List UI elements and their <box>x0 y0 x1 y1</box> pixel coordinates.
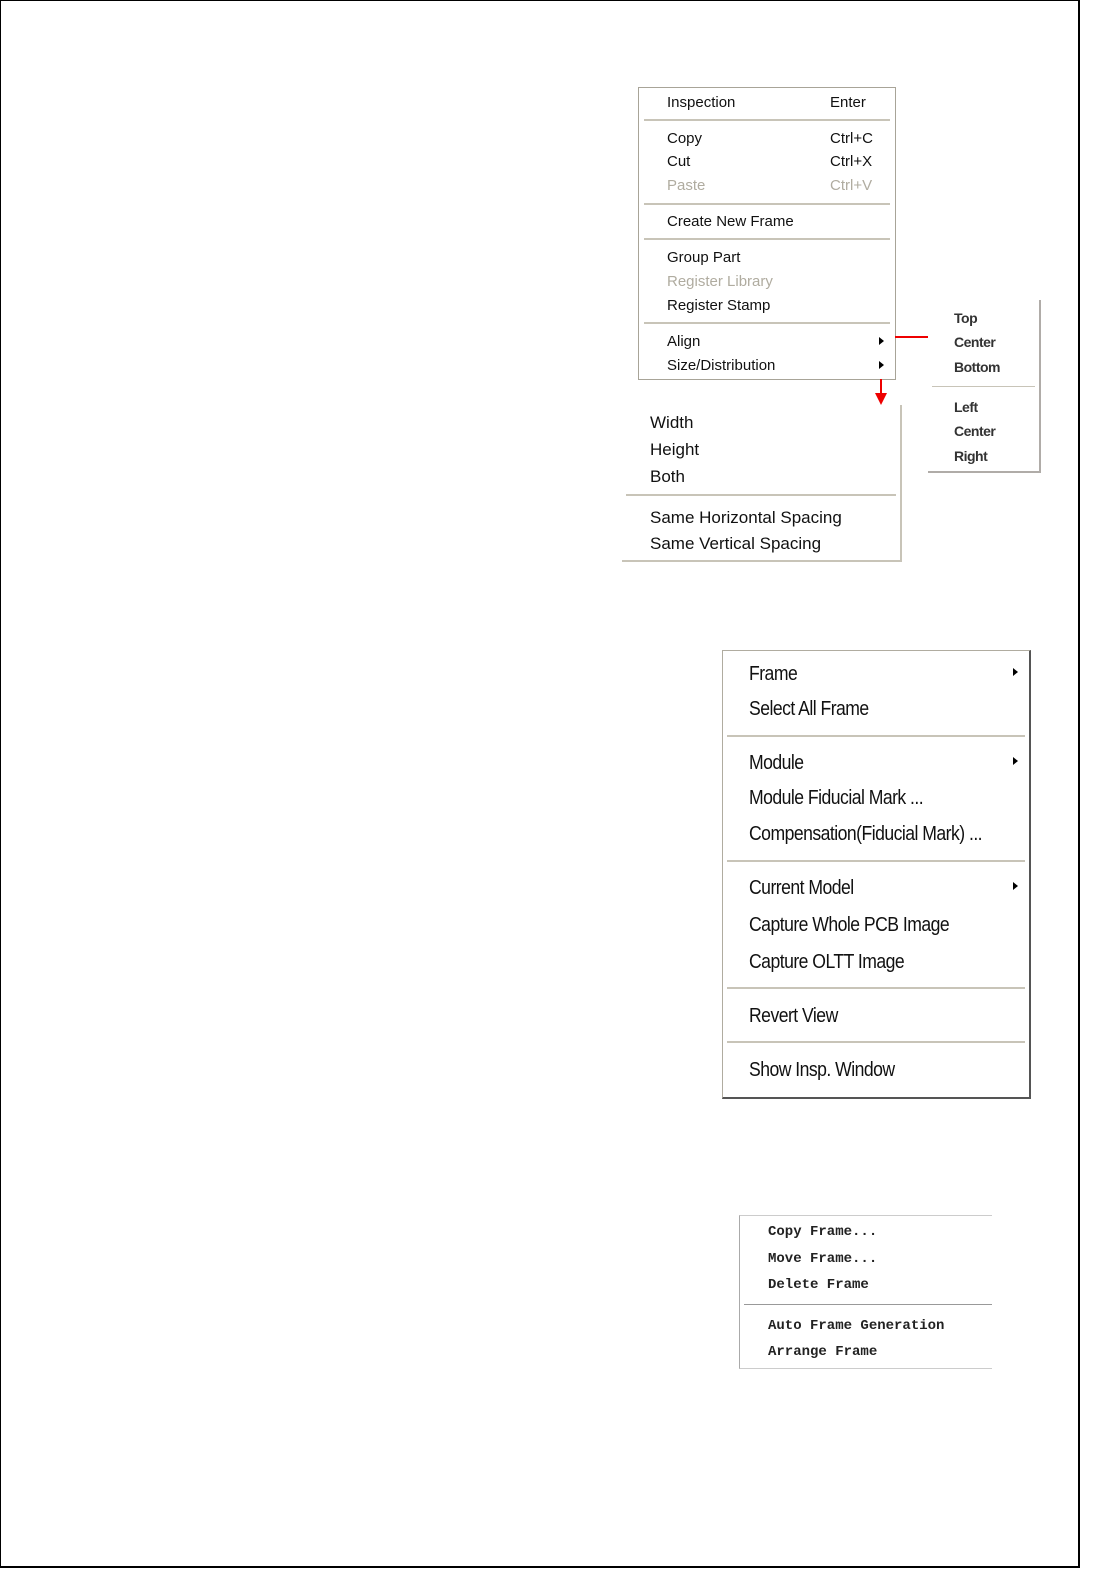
menu-item-top[interactable]: Top <box>954 310 978 326</box>
menu-item-move-frame[interactable]: Move Frame... <box>768 1251 878 1267</box>
size-distribution-submenu <box>622 405 902 562</box>
submenu-arrow-icon <box>1013 757 1018 765</box>
shortcut: Ctrl+C <box>830 130 873 147</box>
menu-item-right[interactable]: Right <box>954 448 988 464</box>
separator <box>932 386 1035 387</box>
menu-item-frame[interactable]: Frame <box>749 663 798 685</box>
menu-item-both[interactable]: Both <box>650 467 685 486</box>
menu-item-inspection[interactable]: Inspection <box>667 94 736 111</box>
separator <box>644 203 890 205</box>
red-arrow-down-icon <box>875 393 887 405</box>
menu-item-delete-frame[interactable]: Delete Frame <box>768 1277 869 1293</box>
submenu-arrow-icon <box>879 361 884 369</box>
separator <box>744 1304 992 1305</box>
menu-item-compensation[interactable]: Compensation(Fiducial Mark) ... <box>749 823 983 845</box>
menu-item-left[interactable]: Left <box>954 399 978 415</box>
frame-submenu <box>739 1215 992 1369</box>
separator <box>727 1041 1025 1043</box>
menu-item-cut[interactable]: Cut <box>667 153 691 170</box>
menu-item-module-fiducial-mark[interactable]: Module Fiducial Mark ... <box>749 787 924 809</box>
separator <box>644 322 890 324</box>
separator <box>727 735 1025 737</box>
shortcut: Enter <box>830 94 866 111</box>
menu-item-align[interactable]: Align <box>667 333 701 350</box>
menu-item-height[interactable]: Height <box>650 440 700 459</box>
menu-item-module[interactable]: Module <box>749 752 804 774</box>
view-menu <box>722 650 1031 1099</box>
shortcut: Ctrl+V <box>830 177 873 194</box>
menu-item-copy-frame[interactable]: Copy Frame... <box>768 1224 878 1240</box>
separator <box>727 987 1025 989</box>
menu-item-arrange-frame[interactable]: Arrange Frame <box>768 1344 878 1360</box>
menu-item-same-horizontal-spacing[interactable]: Same Horizontal Spacing <box>650 508 842 527</box>
menu-item-size-distribution[interactable]: Size/Distribution <box>667 357 776 374</box>
menu-item-auto-frame-generation[interactable]: Auto Frame Generation <box>768 1318 945 1334</box>
separator <box>727 860 1025 862</box>
separator <box>644 119 890 121</box>
menu-item-capture-whole-pcb-image[interactable]: Capture Whole PCB Image <box>749 914 950 936</box>
menu-item-revert-view[interactable]: Revert View <box>749 1005 838 1027</box>
menu-item-center-horizontal[interactable]: Center <box>954 423 996 439</box>
menu-item-show-insp-window[interactable]: Show Insp. Window <box>749 1059 895 1081</box>
menu-item-create-new-frame[interactable]: Create New Frame <box>667 213 794 230</box>
separator <box>644 238 890 240</box>
submenu-arrow-icon <box>1013 668 1018 676</box>
submenu-arrow-icon <box>1013 882 1018 890</box>
menu-item-same-vertical-spacing[interactable]: Same Vertical Spacing <box>650 534 822 553</box>
shortcut: Ctrl+X <box>830 153 873 170</box>
menu-item-width[interactable]: Width <box>650 413 694 432</box>
menu-item-group-part[interactable]: Group Part <box>667 249 741 266</box>
submenu-arrow-icon <box>879 337 884 345</box>
context-menu <box>638 87 896 380</box>
separator <box>626 494 896 496</box>
menu-item-register-library: Register Library <box>667 273 773 290</box>
menu-item-copy[interactable]: Copy <box>667 130 703 147</box>
menu-item-current-model[interactable]: Current Model <box>749 877 854 899</box>
menu-item-capture-oltt-image[interactable]: Capture OLTT Image <box>749 951 905 973</box>
menu-item-center-vertical[interactable]: Center <box>954 334 996 350</box>
menu-item-paste: Paste <box>667 177 706 194</box>
menu-item-bottom[interactable]: Bottom <box>954 359 1000 375</box>
align-submenu <box>928 300 1041 473</box>
menu-item-register-stamp[interactable]: Register Stamp <box>667 297 771 314</box>
menu-item-select-all-frame[interactable]: Select All Frame <box>749 698 869 720</box>
